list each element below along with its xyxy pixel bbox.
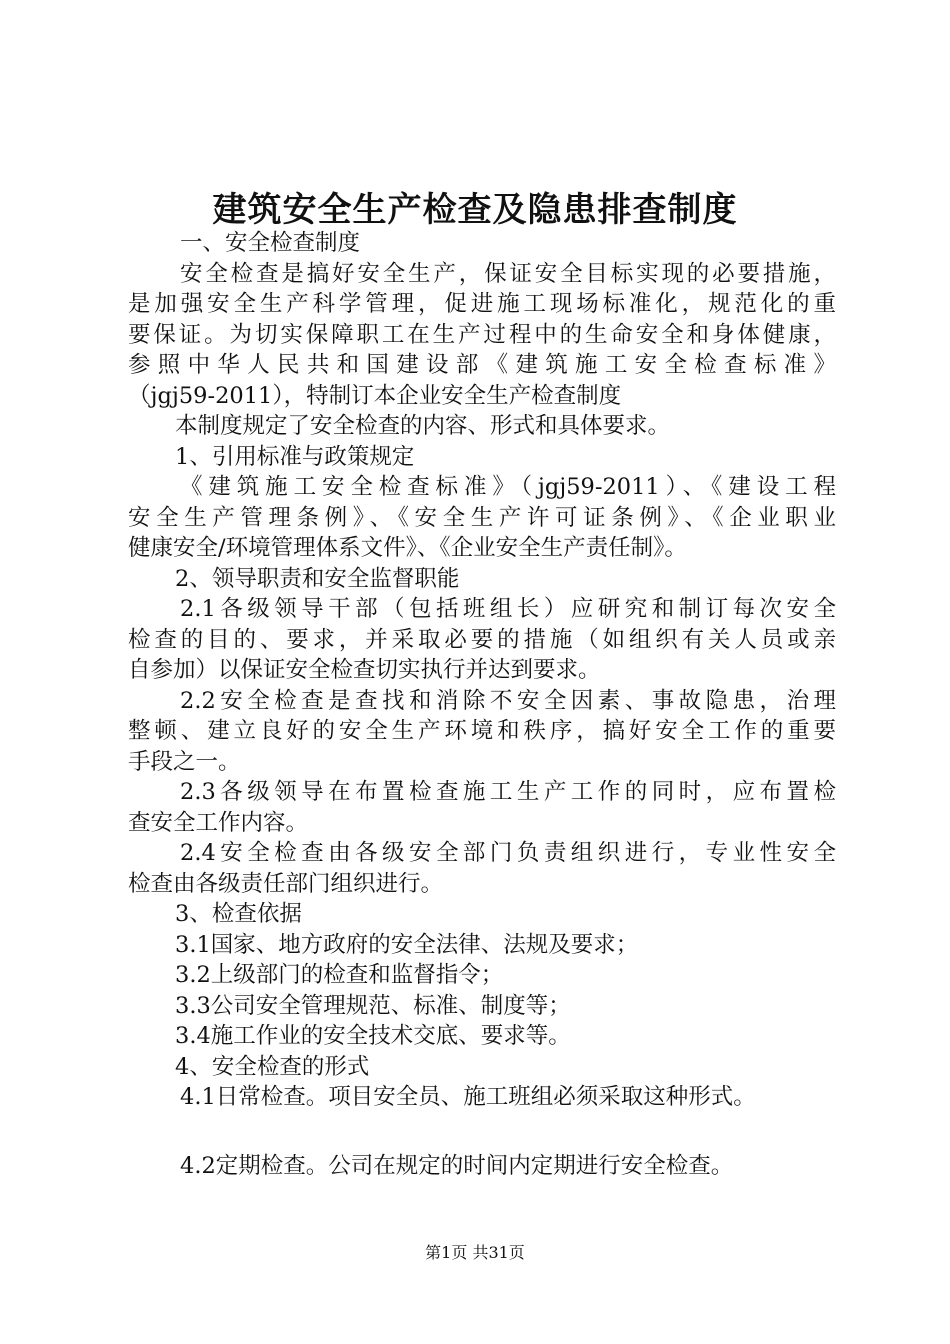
paragraph-line: 查安全工作内容。 (128, 809, 309, 836)
list-item: 3.1国家、地方政府的安全法律、法规及要求； (175, 931, 639, 958)
paragraph-line: 检查的目的、要求，并采取必要的措施（如组织有关人员或亲 (128, 626, 836, 653)
paragraph-line: （jgj59-2011），特制订本企业安全生产检查制度 (128, 382, 622, 409)
paragraph-line: 安全检查是搞好安全生产，保证安全目标实现的必要措施， (180, 260, 836, 287)
paragraph-line: 整顿、建立良好的安全生产环境和秩序，搞好安全工作的重要 (128, 718, 836, 744)
paragraph-line: 本制度规定了安全检查的内容、形式和具体要求。 (175, 413, 671, 439)
paragraph-line: 自参加）以保证安全检查切实执行并达到要求。 (128, 657, 601, 683)
paragraph-line: 2.1各级领导干部（包括班组长）应研究和制订每次安全 (180, 596, 836, 622)
list-item: 3.3公司安全管理规范、标准、制度等； (175, 992, 571, 1019)
page-footer: 第1页 共31页 (425, 1243, 525, 1262)
document-title: 建筑安全生产检查及隐患排查制度 (212, 190, 738, 230)
document-body (128, 228, 836, 1181)
paragraph-line: 参照中华人民共和国建设部《建筑施工安全检查标准》 (128, 352, 836, 378)
list-item: 4.2定期检查。公司在规定的时间内定期进行安全检查。 (180, 1152, 734, 1179)
paragraph-line: 健康安全/环境管理体系文件》、《企业安全生产责任制》。 (128, 535, 687, 561)
paragraph-line: 是加强安全生产科学管理，促进施工现场标准化，规范化的重 (128, 291, 836, 317)
section-heading: 2、领导职责和安全监督职能 (175, 565, 460, 592)
paragraph-line: 安全生产管理条例》、《安全生产许可证条例》、《企业职业 (128, 504, 836, 531)
paragraph-line: 要保证。为切实保障职工在生产过程中的生命安全和身体健康， (128, 321, 836, 348)
list-item: 3.4施工作业的安全技术交底、要求等。 (175, 1023, 571, 1049)
section-heading-1: 一、安全检查制度 (180, 230, 361, 256)
list-item: 3.2上级部门的检查和监督指令； (175, 962, 504, 988)
paragraph-gap (128, 1113, 836, 1151)
paragraph-line: 2.3各级领导在布置检查施工生产工作的同时，应布置检 (180, 779, 836, 805)
paragraph-line: 《建筑施工安全检查标准》（jgj59-2011）、《建设工程 (180, 474, 836, 500)
list-item: 4.1日常检查。项目安全员、施工班组必须采取这种形式。 (180, 1084, 756, 1110)
section-heading: 3、检查依据 (175, 901, 302, 927)
section-heading: 4、安全检查的形式 (175, 1053, 370, 1080)
paragraph-line: 2.2安全检查是查找和消除不安全因素、事故隐患，治理 (180, 687, 836, 714)
paragraph-line: 2.4安全检查由各级安全部门负责组织进行，专业性安全 (180, 840, 836, 866)
paragraph-line: 手段之一。 (128, 748, 241, 775)
paragraph-line: 检查由各级责任部门组织进行。 (128, 870, 444, 897)
section-heading: 1、引用标准与政策规定 (175, 443, 415, 470)
